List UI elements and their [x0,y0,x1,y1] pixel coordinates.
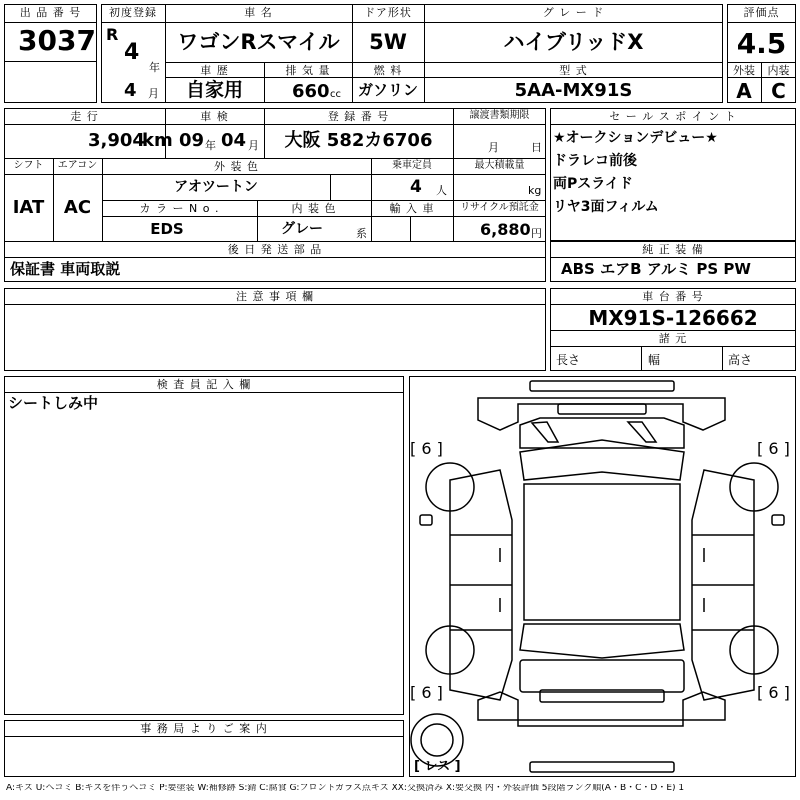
int-color-label: 内 装 色 [291,202,337,215]
car-diagram [409,376,796,777]
insp-year: 09 [179,130,205,151]
insp-year-unit: 年 [205,139,216,152]
inspector-label: 検 査 員 記 入 欄 [156,378,252,391]
inspector-box [4,376,404,715]
car-name-label: 車 名 [244,6,273,19]
history: 自家用 [185,79,243,101]
height-label: 高さ [728,353,753,367]
shift-label: シフト [13,160,44,171]
car-name: ワゴンRスマイル [177,30,340,54]
tire-fr-depth: [ 6 ] [757,439,790,458]
length-label: 長さ [556,353,581,367]
history-label: 車 歴 [200,64,229,77]
grade: ハイブリッドX [503,30,644,54]
exterior-label: 外装 [733,64,755,77]
width-label: 幅 [648,353,661,367]
first-reg-label: 初度登録 [109,6,157,19]
score-label: 評価点 [743,6,780,19]
color-no-label: カ ラ ー N o . [139,202,220,215]
model-label: 型 式 [559,64,588,77]
inspection-label: 車 検 [200,110,229,123]
fuel-label: 燃 料 [373,64,403,77]
chassis-label: 車 台 番 号 [642,290,704,303]
displacement-unit: cc [330,89,341,100]
tire-rl-depth: [ 6 ] [410,683,443,702]
notes-label: 注 意 事 項 欄 [236,290,314,303]
ac: AC [63,197,92,218]
lot-extra-box [4,61,97,103]
transfer-label: 譲渡書類期限 [469,110,530,121]
insp-month-unit: 月 [248,139,259,152]
lot-label: 出 品 番 号 [19,6,82,19]
legend: A:キズ U:ヘコミ B:キズを伴うヘコミ P:要塗装 W:補修跡 S:錆 C:腐食 G:フロントガラス点キズ XX:交換済み X:要交換 内・外装評価 5段階ランク順(A・B・C・D・E) 1 [6,784,685,793]
transfer-month-unit: 月 [488,141,499,154]
sales-points-box [550,108,796,241]
reg-year: 4 [124,40,140,65]
displacement: 660 [292,81,330,102]
exterior-grade: A [736,79,752,103]
max-load-label: 最大積載量 [474,160,525,171]
import-label: 輸 入 車 [389,202,435,215]
equipment-value: ABS エアB アルミ PS PW [561,260,751,278]
plate: 大阪 582カ6706 [284,130,433,151]
reg-month: 4 [124,80,137,101]
door: 5W [369,30,407,54]
mileage: 3,904 [88,130,145,151]
color-no: EDS [150,220,184,238]
sales-points-label: セ ー ル ス ポ イ ン ト [609,110,737,123]
capacity-unit: 人 [436,184,447,197]
int-color-unit: 系 [356,227,367,240]
tire-rr-depth: [ 6 ] [757,683,790,702]
later-parts-label: 後 日 発 送 部 品 [227,243,323,256]
era: R [106,25,119,44]
mileage-unit: km [142,130,173,151]
inspector-value: シートしみ中 [8,394,99,412]
sales-point-item: ドラレコ前後 [553,153,637,169]
recycle: 6,880 [480,220,531,239]
transfer-day-unit: 日 [531,141,542,154]
shift: IAT [12,197,45,218]
later-parts: 保証書 車両取説 [10,260,121,278]
mileage-label: 走 行 [70,110,99,123]
month-unit: 月 [148,87,159,100]
capacity: 4 [410,177,422,197]
ac-label: エアコン [57,160,98,171]
tire-fl-depth: [ 6 ] [410,439,443,458]
max-load-unit: kg [528,184,542,197]
year-unit: 年 [149,61,160,74]
plate-label: 登 録 番 号 [327,110,390,123]
dims-label: 諸 元 [658,332,688,345]
ext-color: アオツートン [174,179,258,195]
spare-tire-status: [ レス ] [414,759,461,774]
recycle-unit: 円 [531,227,542,240]
grade-label: グ レ ー ド [542,6,605,19]
capacity-label: 乗車定員 [392,160,432,171]
equipment-label: 純 正 装 備 [642,243,704,256]
recycle-label: リサイクル預託金 [460,202,539,213]
model: 5AA-MX91S [514,80,633,101]
lot-number: 3037 [18,24,96,57]
displacement-label: 排 気 量 [285,64,331,77]
insp-month: 04 [221,130,247,151]
sales-point-item: ★オークションデビュー★ [553,130,718,146]
score: 4.5 [736,27,787,60]
interior-grade: C [771,79,786,103]
office-label: 事 務 局 よ り ご 案 内 [140,722,268,735]
door-label: ドア形状 [364,6,412,19]
int-color: グレー [281,221,323,237]
ext-color-label: 外 装 色 [214,160,259,173]
sales-point-item: 両Pスライド [553,176,633,192]
sales-point-item: リヤ3面フィルム [553,199,659,215]
fuel: ガソリン [357,81,418,99]
chassis-number: MX91S-126662 [588,306,758,330]
interior-label: 内装 [767,64,790,77]
